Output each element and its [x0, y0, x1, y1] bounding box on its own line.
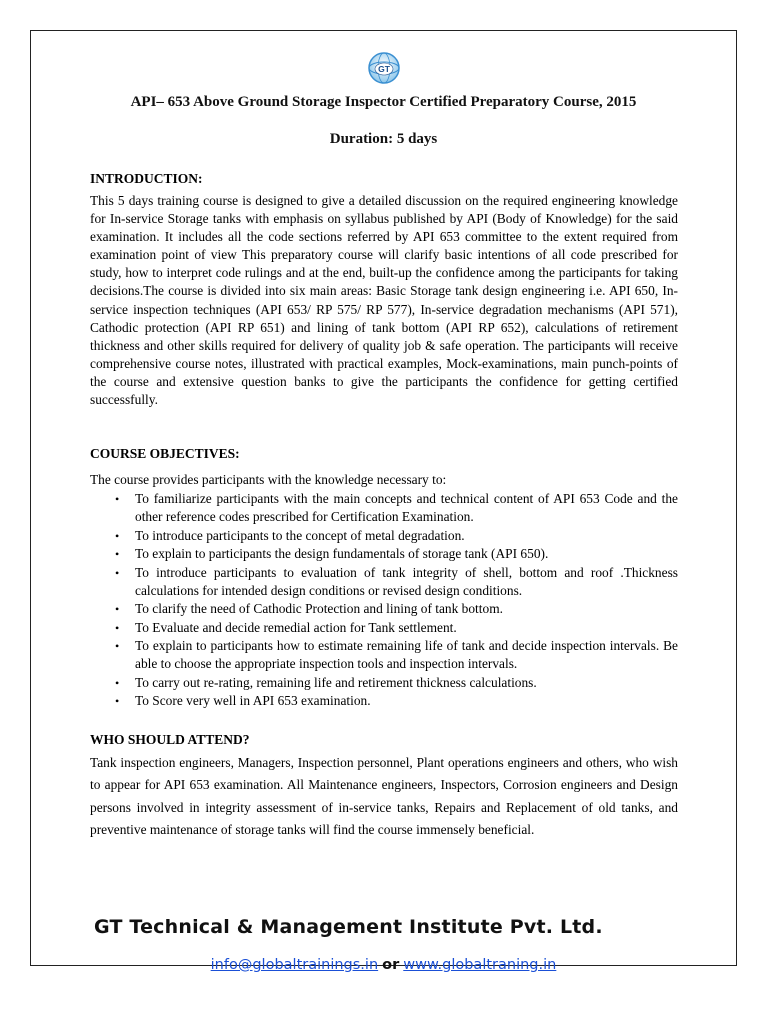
list-item — [90, 692, 678, 710]
globe-logo-icon — [368, 52, 400, 84]
objective-text: To introduce participants to the concept of metal degradation. — [135, 527, 465, 543]
bullet: • — [115, 620, 120, 635]
bullet: • — [115, 639, 120, 653]
list-item — [90, 619, 678, 637]
bullet: • — [115, 492, 120, 506]
who-should-attend-heading: WHO SHOULD ATTEND? — [90, 732, 250, 747]
email-link[interactable]: info@globaltrainings.in — [210, 957, 379, 973]
list-item — [90, 545, 678, 563]
objective-text: To explain to participants how to estimate remaining life of tank and decide inspection intervals. Be able to choose the appropriate inspection tools and inspection intervals. — [135, 638, 678, 671]
website-link[interactable]: www.globaltraning.in — [403, 957, 557, 973]
list-item — [90, 527, 678, 545]
list-item — [90, 564, 678, 600]
contact-links — [30, 957, 737, 973]
who-should-attend-body: Tank inspection engineers, Managers, Inspection personnel, Plant operations engineers and others, who wish to appear for API 653 examination. All Maintenance engineers, Inspectors, Corrosion engineers and Design persons involved in integrity assessment of in-service tanks, Repairs and Replacement of old tanks, and preventive maintenance of storage tanks will find the course immensely beneficial. — [90, 755, 678, 838]
objective-text: To introduce participants to evaluation of tank integrity of shell, bottom and roof .Thickness calculations for intended design conditions or revised design conditions. — [135, 564, 678, 598]
objective-text: To Evaluate and decide remedial action for Tank settlement. — [135, 619, 457, 635]
bullet: • — [115, 694, 120, 708]
introduction-body: This 5 days training course is designed to give a detailed discussion on the required engineering knowledge for In-service Storage tanks with emphasis on syllabus published by API (Body of Knowledge) for the said examination. It includes all the code sections referred by API 653 committee to the extent required from examination point of view This preparatory course will clarify basic intentions of all code prescribed for study, how to interpret code rulings and at the end, built-up the confidence among the participants for taking decisions.The course is divided into six main areas: Basic Storage tank design engineering i.e. API 650, In-service inspection techniques (API 653/ RP 575/ RP 577), In-service degradation mechanisms (API 571), Cathodic protection (API RP 651) and lining of tank bottom (API RP 652), calculations of retirement thickness and other skills required for delivery of quality job & safe operation. The participants will receive comprehensive course notes, illustrated with practical examples, Mock-examinations, main punch-points of the course and extensive question banks to give the participants the confidence for getting certified successfully. — [90, 193, 678, 408]
list-item — [90, 637, 678, 673]
list-item — [90, 600, 678, 618]
logo-text: GT — [378, 64, 390, 74]
company-name: GT Technical & Management Institute Pvt. Ltd. — [94, 916, 603, 938]
bullet: • — [115, 547, 120, 561]
course-title: API– 653 Above Ground Storage Inspector Certified Preparatory Course, 2015 — [130, 94, 637, 110]
objective-text: To familiarize participants with the main concepts and technical content of API 653 Code and the other reference codes prescribed for Certification Examination. — [135, 491, 678, 524]
bullet: • — [115, 528, 120, 543]
bullet: • — [115, 565, 120, 580]
objective-text: To explain to participants the design fundamentals of storage tank (API 650). — [135, 546, 549, 561]
objective-text: To Score very well in API 653 examination. — [135, 693, 371, 708]
objectives-heading: COURSE OBJECTIVES: — [90, 446, 240, 461]
or-separator: or — [382, 957, 400, 973]
objectives-list — [90, 490, 678, 711]
objective-text: To clarify the need of Cathodic Protection and lining of tank bottom. — [135, 601, 503, 616]
bullet: • — [115, 675, 120, 690]
bullet: • — [115, 602, 120, 616]
objectives-lead: The course provides participants with the knowledge necessary to: — [90, 472, 447, 487]
course-duration: Duration: 5 days — [329, 131, 438, 147]
introduction-heading: INTRODUCTION: — [90, 171, 203, 186]
list-item — [90, 490, 678, 526]
list-item — [90, 674, 678, 692]
objective-text: To carry out re-rating, remaining life and retirement thickness calculations. — [135, 674, 537, 690]
